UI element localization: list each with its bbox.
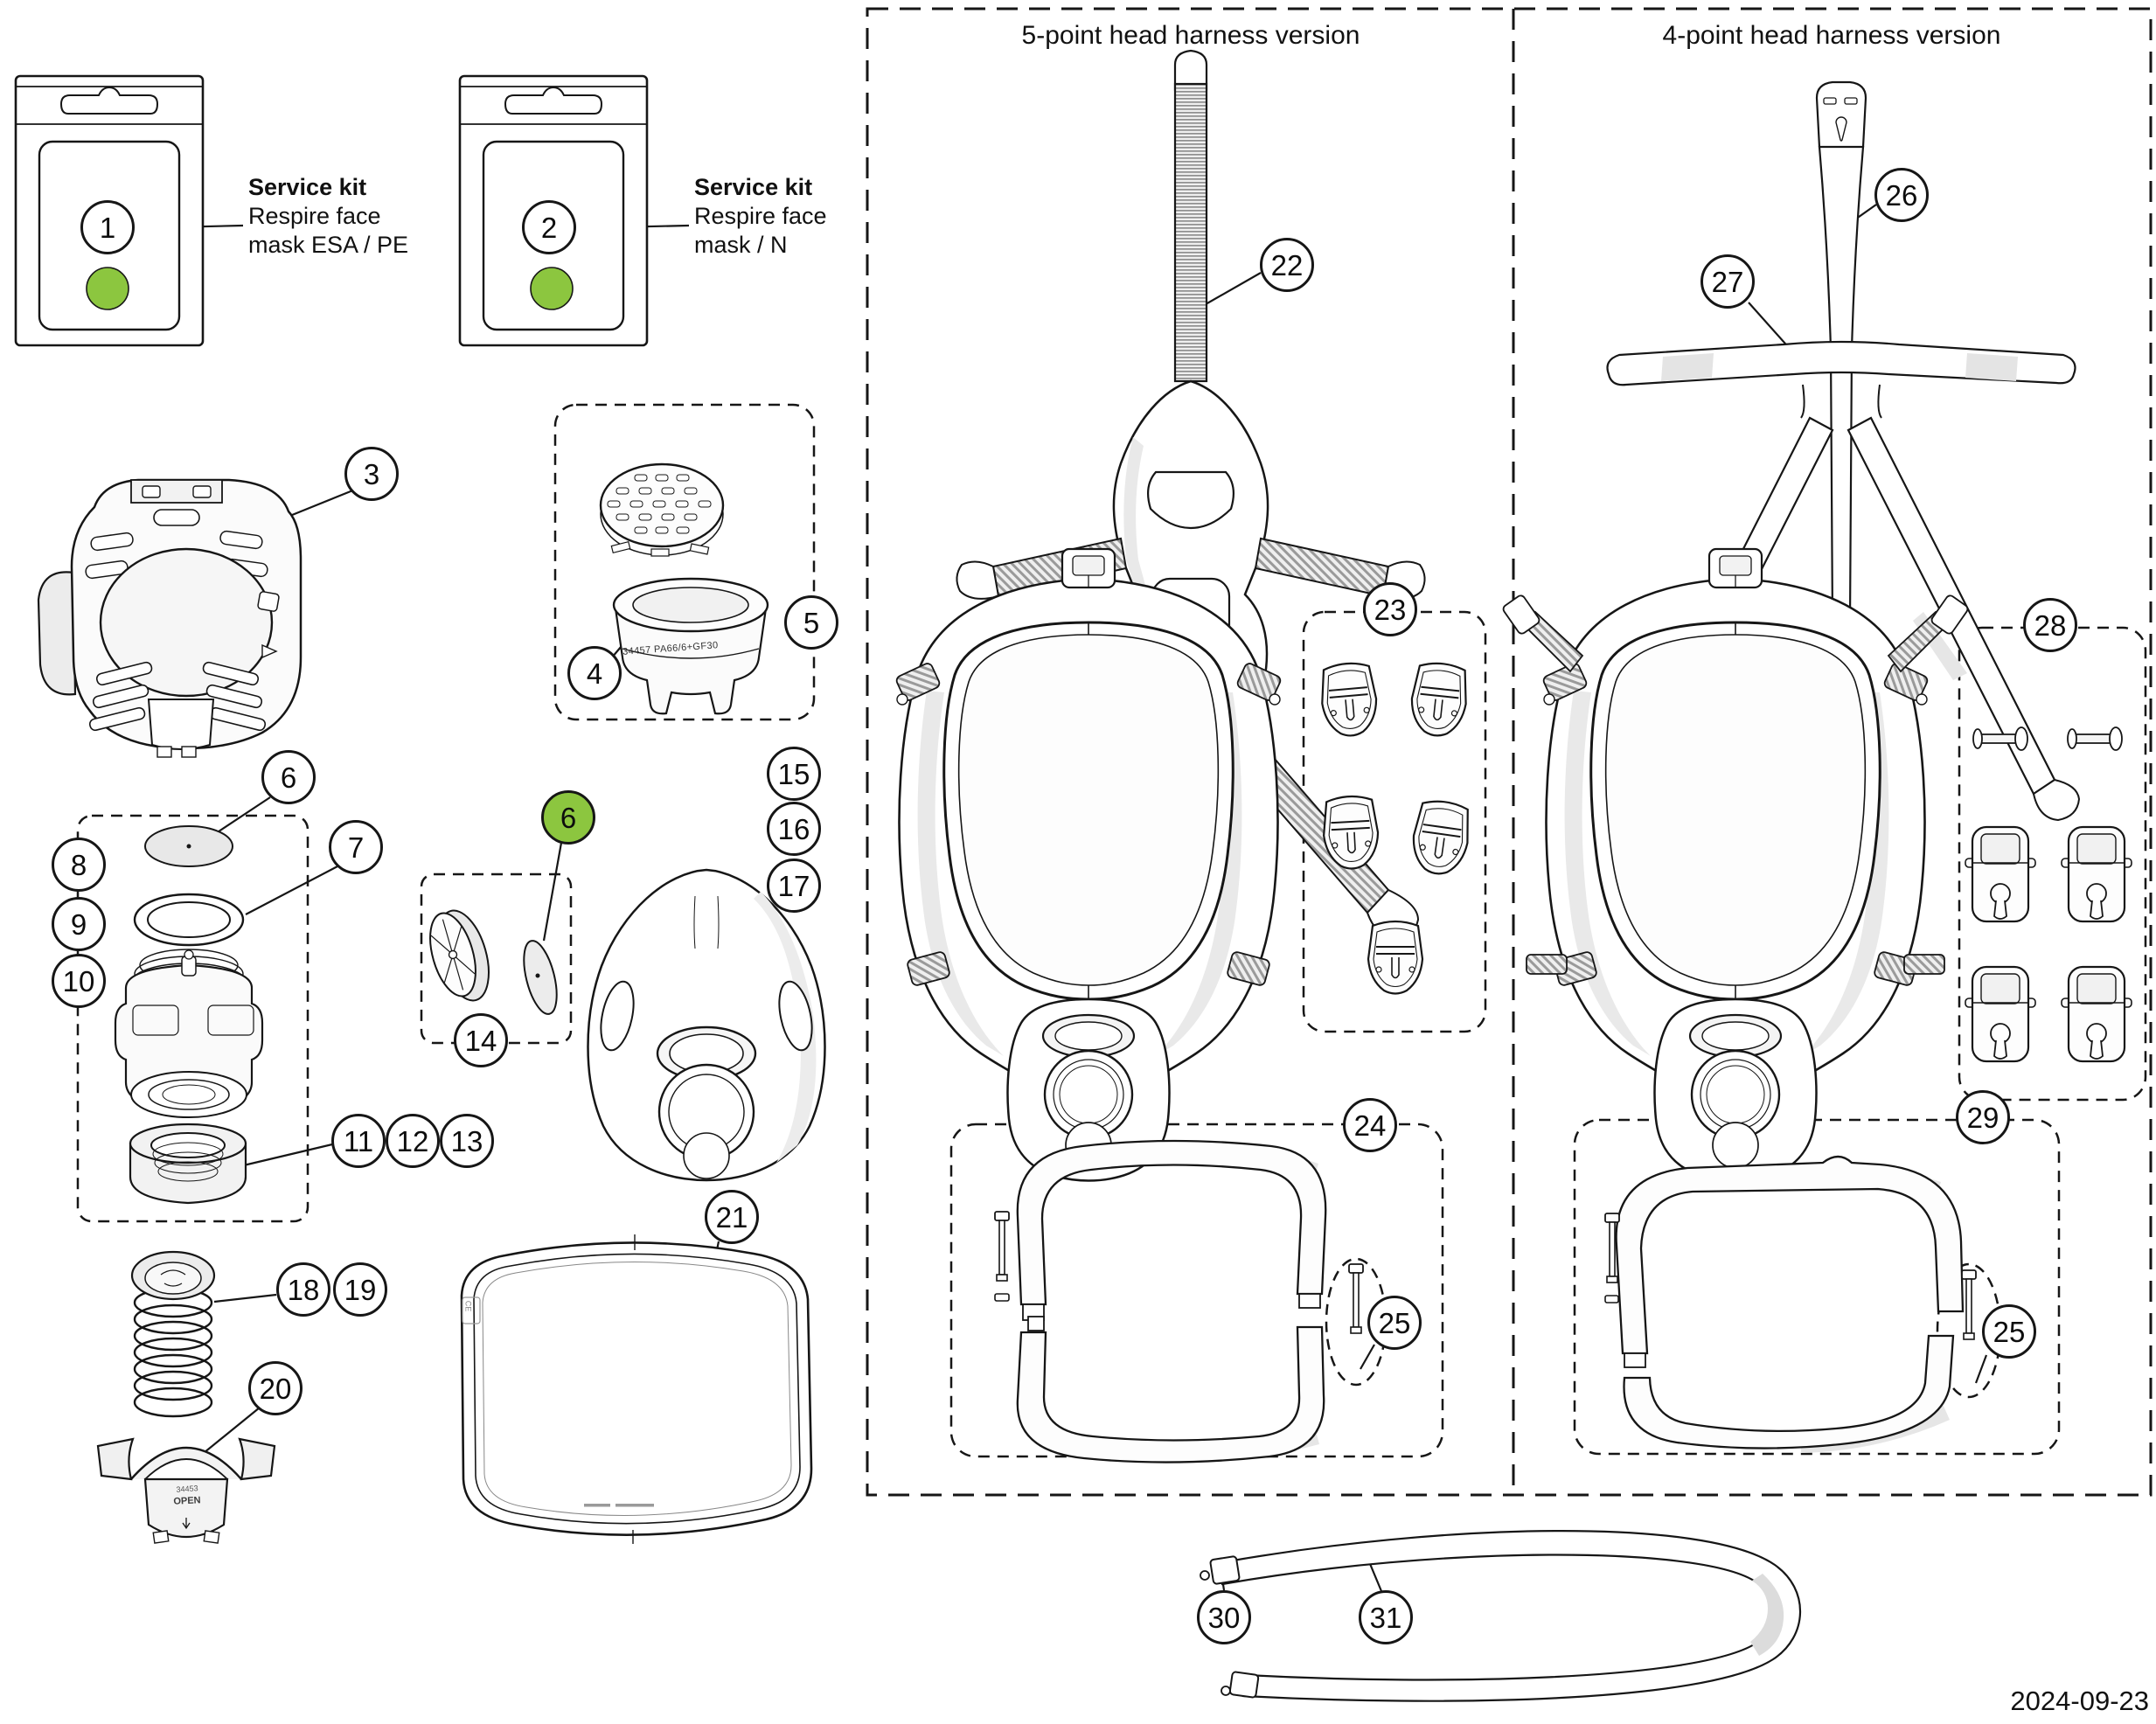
callout-3: 3 — [344, 447, 399, 501]
callout-30: 30 — [1197, 1590, 1251, 1644]
part-spring — [132, 1252, 214, 1416]
kit1-title: Service kit — [248, 174, 367, 200]
mask-4pt — [1542, 549, 1930, 1181]
callout-18: 18 — [276, 1262, 330, 1317]
filter-marking-text: 34457 PA66/6+GF30 — [622, 640, 719, 657]
section-title-4pt: 4-point head harness version — [1662, 21, 2001, 50]
spare-disc — [518, 937, 563, 1017]
callout-13: 13 — [440, 1114, 494, 1168]
callout-2: 2 — [522, 200, 576, 254]
kit2-line2: mask / N — [694, 232, 788, 258]
callout-19: 19 — [333, 1262, 387, 1317]
part-visor — [462, 1234, 811, 1544]
callout-15: 15 — [767, 747, 821, 801]
callout-22: 22 — [1260, 238, 1314, 292]
callout-25-4pt: 25 — [1982, 1304, 2036, 1359]
part-exhalation-valve-set — [115, 826, 262, 1203]
callout-20: 20 — [248, 1361, 303, 1415]
callout-4: 4 — [567, 646, 622, 700]
kit1-line1: Respire face — [248, 203, 381, 229]
service-kit-label-1 — [248, 173, 458, 260]
ring-nut — [130, 1124, 246, 1203]
callout-8: 8 — [52, 838, 106, 892]
part-inner-mask — [588, 870, 825, 1180]
valve-housing — [115, 949, 262, 1117]
callout-12: 12 — [386, 1114, 440, 1168]
callout-17: 17 — [767, 859, 821, 913]
part-front-cover — [38, 480, 301, 757]
callout-26: 26 — [1874, 168, 1929, 222]
callout-14: 14 — [454, 1013, 508, 1067]
callout-16: 16 — [767, 802, 821, 856]
callout-7: 7 — [329, 820, 383, 874]
callout-9: 9 — [52, 897, 106, 951]
callout-27: 27 — [1700, 254, 1755, 309]
callout-25-5pt: 25 — [1367, 1296, 1422, 1350]
callout-28: 28 — [2023, 598, 2077, 652]
callout-5: 5 — [784, 595, 838, 650]
green-dot-1 — [87, 268, 129, 309]
mask-5pt — [895, 549, 1283, 1181]
kit1-line2: mask ESA / PE — [248, 232, 409, 258]
service-kit-label-2 — [694, 173, 904, 260]
callout-11: 11 — [331, 1114, 386, 1168]
part-valve-disc-set — [421, 905, 563, 1018]
callout-1: 1 — [80, 200, 135, 254]
callout-29: 29 — [1956, 1090, 2010, 1144]
callout-6-green: 6 — [541, 790, 595, 845]
section-title-5pt: 5-point head harness version — [1021, 21, 1360, 50]
bracket-code-text: 34453 — [176, 1484, 198, 1494]
callout-24: 24 — [1343, 1098, 1397, 1152]
callout-31: 31 — [1359, 1590, 1413, 1644]
part-carrying-strap — [1200, 1531, 1800, 1701]
part-frame-4pt — [1605, 1157, 1976, 1453]
part-frame-5pt — [995, 1141, 1363, 1463]
part-inhalation-set — [601, 464, 768, 713]
callout-10: 10 — [52, 954, 106, 1008]
green-dot-2 — [531, 268, 573, 309]
kit2-line1: Respire face — [694, 203, 827, 229]
visor-ce-mark: CE — [463, 1300, 473, 1312]
part-clip-kit — [1319, 661, 1473, 994]
revision-date: 2024-09-23 — [2010, 1686, 2149, 1716]
callout-21: 21 — [705, 1190, 759, 1244]
bracket-open-text: OPEN — [173, 1495, 201, 1507]
kit2-title: Service kit — [694, 174, 813, 200]
callout-6: 6 — [261, 750, 316, 804]
callout-23: 23 — [1363, 582, 1417, 636]
grille — [601, 464, 723, 556]
